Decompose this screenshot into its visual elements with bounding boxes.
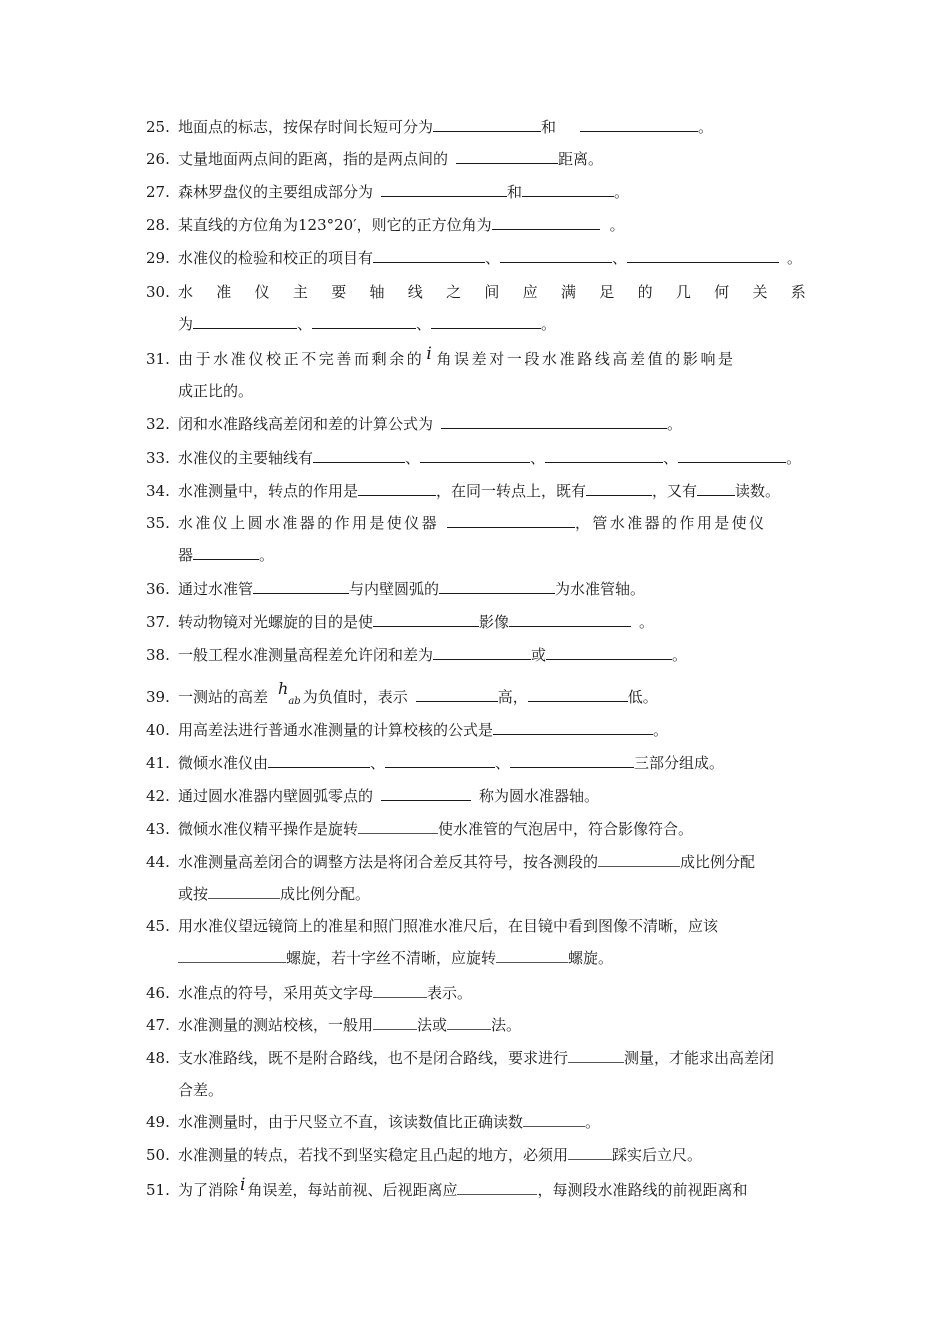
question-text: 通过圆水准器内壁圆弧零点的 bbox=[178, 787, 374, 805]
question-number: 27. bbox=[146, 183, 170, 201]
question-text: 地面点的标志，按保存时间长短可分为 bbox=[178, 118, 434, 136]
answer-blank[interactable] bbox=[381, 786, 471, 801]
answer-blank[interactable] bbox=[510, 753, 634, 768]
question-number: 45. bbox=[146, 917, 170, 935]
answer-blank[interactable] bbox=[627, 248, 779, 263]
question-number: 44. bbox=[146, 853, 170, 871]
question-text: 用高差法进行普通水准测量的计算校核的公式是 bbox=[178, 721, 494, 739]
answer-blank[interactable] bbox=[447, 513, 575, 528]
question-text: 为了消除 bbox=[178, 1181, 239, 1199]
answer-blank[interactable] bbox=[580, 117, 698, 132]
question-text: 、 bbox=[416, 315, 432, 333]
answer-blank[interactable] bbox=[373, 248, 485, 263]
question-text: 。 bbox=[585, 1113, 601, 1131]
answer-blank[interactable] bbox=[208, 884, 280, 899]
question-number: 29. bbox=[146, 249, 170, 267]
ab-subscript: ab bbox=[288, 696, 301, 707]
question-text: 水准测量时，由于尺竖立不直，该读数值比正确读数 bbox=[178, 1113, 524, 1131]
char: 准 bbox=[216, 283, 232, 301]
answer-blank[interactable] bbox=[545, 448, 663, 463]
question-text: ，每测段水准路线的前视距离和 bbox=[537, 1181, 748, 1199]
question-number: 36. bbox=[146, 580, 170, 598]
answer-blank[interactable] bbox=[496, 948, 568, 963]
char: 何 bbox=[714, 283, 730, 301]
question-number: 37. bbox=[146, 613, 170, 631]
answer-blank[interactable] bbox=[598, 852, 680, 867]
question-text: 合差。 bbox=[178, 1081, 224, 1099]
answer-blank[interactable] bbox=[522, 182, 614, 197]
question-number: 33. bbox=[146, 449, 170, 467]
question-text: 法或 bbox=[417, 1016, 448, 1034]
question-text: 闭和水准路线高差闭和差的计算公式为 bbox=[178, 415, 434, 433]
question-text: 、 bbox=[612, 249, 628, 267]
char: 之 bbox=[446, 283, 462, 301]
question-text: 螺旋。 bbox=[568, 949, 614, 967]
question-text: 成比例分配 bbox=[680, 853, 756, 871]
question-number: 34. bbox=[146, 482, 170, 500]
answer-blank[interactable] bbox=[373, 983, 427, 998]
question-text: 或 bbox=[531, 646, 547, 664]
answer-blank[interactable] bbox=[381, 182, 507, 197]
char: 主 bbox=[292, 283, 308, 301]
question-text: 一般工程水准测量高程差允许闭和差为 bbox=[178, 646, 434, 664]
question-text: 水准测量高差闭合的调整方法是将闭合差反其符号，按各测段的 bbox=[178, 853, 599, 871]
question-number: 41. bbox=[146, 754, 170, 772]
i-symbol: i bbox=[240, 1175, 246, 1195]
question-text: ，管水准器的作用是使仪 bbox=[575, 514, 767, 532]
question-text: 踩实后立尺。 bbox=[612, 1146, 703, 1164]
question-text: 成正比的。 bbox=[178, 382, 254, 400]
question-text: 法。 bbox=[491, 1016, 522, 1034]
answer-blank[interactable] bbox=[373, 1015, 417, 1030]
spaced-line bbox=[178, 282, 806, 302]
question-text: 水准点的符号，采用英文字母 bbox=[178, 984, 374, 1002]
question-text: ，在同一转点上，既有 bbox=[436, 482, 587, 500]
question-text: 距离。 bbox=[558, 150, 604, 168]
question-text: 水准测量中，转点的作用是 bbox=[178, 482, 359, 500]
question-text: 由于水准仪校正不完善而剩余的 bbox=[178, 350, 425, 368]
char: 的 bbox=[637, 283, 653, 301]
char: 水 bbox=[178, 283, 194, 301]
question-text: 、 bbox=[297, 315, 313, 333]
question-text: 与内壁圆弧的 bbox=[349, 580, 440, 598]
question-text: 一测站的高差 bbox=[178, 688, 269, 706]
question-text: 、 bbox=[405, 449, 421, 467]
answer-blank[interactable] bbox=[492, 215, 600, 230]
question-text: 和 bbox=[507, 183, 523, 201]
answer-blank[interactable] bbox=[193, 314, 297, 329]
question-text: 。 bbox=[259, 546, 275, 564]
question-text: 角误差对一段水准路线高差值的影响是 bbox=[436, 350, 736, 368]
question-text: 称为圆水准器轴。 bbox=[479, 787, 600, 805]
question-text: 为水准管轴。 bbox=[555, 580, 646, 598]
question-text: 读数。 bbox=[735, 482, 781, 500]
question-text: 和 bbox=[541, 118, 557, 136]
question-text: 低。 bbox=[627, 688, 658, 706]
answer-blank[interactable] bbox=[312, 314, 416, 329]
answer-blank[interactable] bbox=[193, 545, 259, 560]
question-text: 水准仪的主要轴线有 bbox=[178, 449, 314, 467]
question-text: 。 bbox=[787, 249, 803, 267]
question-text: 微倾水准仪由 bbox=[178, 754, 269, 772]
question-number: 48. bbox=[146, 1049, 170, 1067]
question-text: 、 bbox=[485, 249, 501, 267]
char: 间 bbox=[484, 283, 500, 301]
answer-blank[interactable] bbox=[568, 1145, 612, 1160]
question-text: 。 bbox=[639, 613, 655, 631]
answer-blank[interactable] bbox=[546, 645, 672, 660]
question-text: 。 bbox=[653, 721, 669, 739]
question-number: 47. bbox=[146, 1016, 170, 1034]
question-text: 器 bbox=[178, 546, 194, 564]
answer-blank[interactable] bbox=[431, 314, 541, 329]
question-text: 、 bbox=[663, 449, 679, 467]
question-text: 丈量地面两点间的距离，指的是两点间的 bbox=[178, 150, 449, 168]
question-text: 为 bbox=[178, 315, 194, 333]
question-text: 。 bbox=[698, 118, 714, 136]
question-number: 40. bbox=[146, 721, 170, 739]
question-text: 。 bbox=[786, 449, 802, 467]
question-text: 转动物镜对光螺旋的目的是使 bbox=[178, 613, 374, 631]
question-text: 测量，才能求出高差闭 bbox=[624, 1049, 775, 1067]
question-number: 28. bbox=[146, 216, 170, 234]
answer-blank[interactable] bbox=[358, 819, 438, 834]
answer-blank[interactable] bbox=[441, 414, 667, 429]
answer-blank[interactable] bbox=[568, 1048, 624, 1063]
i-symbol: i bbox=[426, 344, 435, 364]
question-text: ，又有 bbox=[652, 482, 698, 500]
question-text: 影像 bbox=[479, 613, 510, 631]
h-symbol: h bbox=[278, 679, 289, 698]
question-number: 50. bbox=[146, 1146, 170, 1164]
char: 几 bbox=[675, 283, 691, 301]
question-text: 支水准路线，既不是附合路线，也不是闭合路线，要求进行 bbox=[178, 1049, 569, 1067]
question-text: 角误差，每站前视、后视距离应 bbox=[247, 1181, 458, 1199]
char: 要 bbox=[331, 283, 347, 301]
char: 轴 bbox=[369, 283, 385, 301]
question-text: 用水准仪望远镜筒上的准星和照门照准水准尺后，在目镜中看到图像不清晰，应该 bbox=[178, 917, 719, 935]
char: 系 bbox=[790, 283, 806, 301]
question-number: 35. bbox=[146, 514, 170, 532]
answer-blank[interactable] bbox=[509, 612, 631, 627]
answer-blank[interactable] bbox=[385, 753, 495, 768]
question-text: 、 bbox=[495, 754, 511, 772]
char: 关 bbox=[752, 283, 768, 301]
question-text: 为负值时，表示 bbox=[302, 688, 408, 706]
char: 应 bbox=[522, 283, 538, 301]
question-number: 42. bbox=[146, 787, 170, 805]
answer-blank[interactable] bbox=[439, 579, 555, 594]
answer-blank[interactable] bbox=[493, 720, 653, 735]
question-text: 微倾水准仪精平操作是旋转 bbox=[178, 820, 359, 838]
question-text: 。 bbox=[667, 415, 683, 433]
question-text: 、 bbox=[530, 449, 546, 467]
question-text: 水准仪的检验和校正的项目有 bbox=[178, 249, 374, 267]
question-text: 。 bbox=[609, 216, 625, 234]
question-number: 30. bbox=[146, 283, 170, 301]
answer-blank[interactable] bbox=[268, 753, 370, 768]
answer-blank[interactable] bbox=[678, 448, 786, 463]
question-text: 通过水准管 bbox=[178, 580, 254, 598]
question-number: 31. bbox=[146, 350, 170, 368]
question-text: 高， bbox=[497, 688, 528, 706]
answer-blank[interactable] bbox=[433, 645, 531, 660]
question-text: 水准测量的转点，若找不到坚实稳定且凸起的地方，必须用 bbox=[178, 1146, 569, 1164]
answer-blank[interactable] bbox=[456, 149, 558, 164]
answer-blank[interactable] bbox=[178, 948, 286, 963]
answer-blank[interactable] bbox=[697, 481, 735, 496]
char: 仪 bbox=[254, 283, 270, 301]
answer-blank[interactable] bbox=[433, 117, 541, 132]
question-number: 39. bbox=[146, 688, 170, 706]
answer-blank[interactable] bbox=[500, 248, 612, 263]
question-text: 某直线的方位角为123°20′，则它的正方位角为 bbox=[178, 216, 492, 234]
question-number: 46. bbox=[146, 984, 170, 1002]
question-number: 49. bbox=[146, 1113, 170, 1131]
question-text: 水准仪上圆水准器的作用是使仪器 bbox=[178, 514, 440, 532]
question-text: 、 bbox=[370, 754, 386, 772]
question-text: 水准测量的测站校核，一般用 bbox=[178, 1016, 374, 1034]
question-number: 43. bbox=[146, 820, 170, 838]
question-text: 螺旋，若十字丝不清晰，应旋转 bbox=[286, 949, 497, 967]
question-text: 三部分组成。 bbox=[634, 754, 725, 772]
question-text: 。 bbox=[541, 315, 557, 333]
question-number: 26. bbox=[146, 150, 170, 168]
question-text: 。 bbox=[614, 183, 630, 201]
question-number: 32. bbox=[146, 415, 170, 433]
char: 满 bbox=[560, 283, 576, 301]
question-number: 25. bbox=[146, 118, 170, 136]
answer-blank[interactable] bbox=[373, 612, 479, 627]
question-text: 使水准管的气泡居中，符合影像符合。 bbox=[438, 820, 694, 838]
answer-blank[interactable] bbox=[416, 687, 498, 702]
char: 线 bbox=[407, 283, 423, 301]
question-number: 38. bbox=[146, 646, 170, 664]
answer-blank[interactable] bbox=[447, 1015, 491, 1030]
question-text: 。 bbox=[672, 646, 688, 664]
question-number: 51. bbox=[146, 1181, 170, 1199]
answer-blank[interactable] bbox=[253, 579, 349, 594]
question-text: 成比例分配。 bbox=[280, 885, 371, 903]
answer-blank[interactable] bbox=[457, 1180, 537, 1195]
answer-blank[interactable] bbox=[358, 481, 436, 496]
char: 足 bbox=[599, 283, 615, 301]
answer-blank[interactable] bbox=[420, 448, 530, 463]
answer-blank[interactable] bbox=[313, 448, 405, 463]
question-text: 或按 bbox=[178, 885, 209, 903]
answer-blank[interactable] bbox=[586, 481, 652, 496]
question-text: 表示。 bbox=[427, 984, 473, 1002]
answer-blank[interactable] bbox=[528, 687, 628, 702]
question-text: 森林罗盘仪的主要组成部分为 bbox=[178, 183, 374, 201]
answer-blank[interactable] bbox=[523, 1112, 585, 1127]
